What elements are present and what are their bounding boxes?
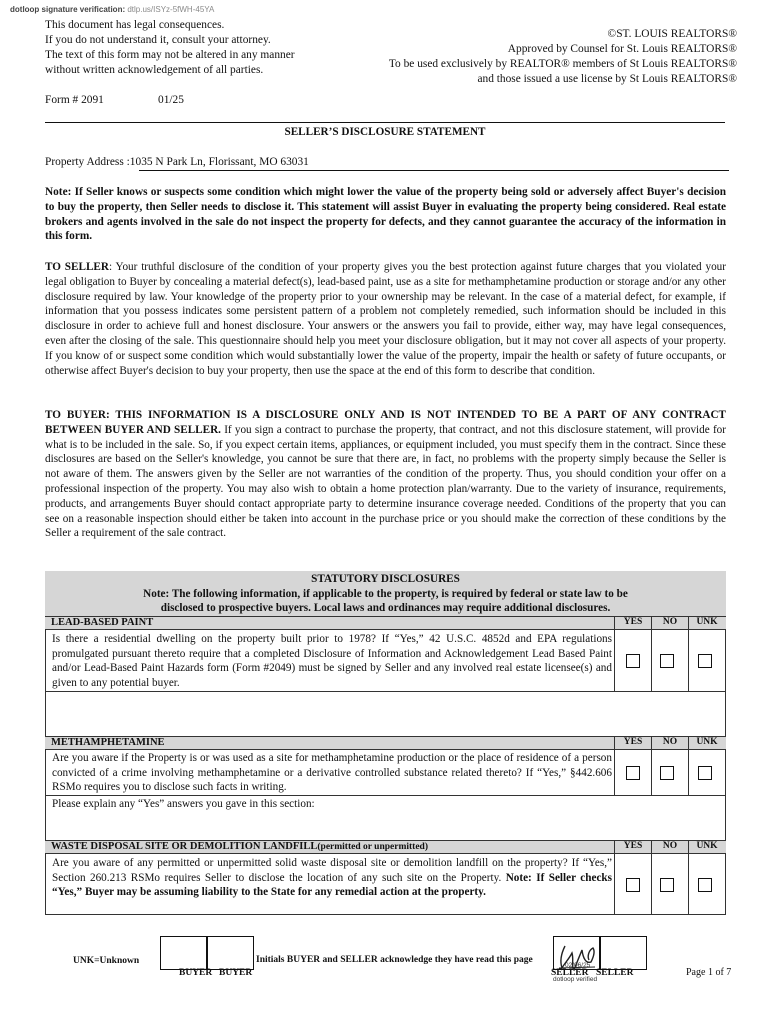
column-divider	[614, 750, 615, 795]
row-divider	[45, 795, 726, 796]
meth-explanation-area[interactable]	[46, 812, 725, 840]
waste-disposal-no-checkbox[interactable]	[660, 878, 674, 892]
form-date: 01/25	[158, 94, 184, 106]
yes-column-header: YES	[614, 616, 651, 630]
seller-initials-box-2[interactable]	[600, 936, 647, 970]
legal-warning	[45, 18, 295, 78]
to-seller-paragraph	[45, 260, 726, 378]
seller-label: SELLER	[596, 968, 634, 978]
waste-disposal-note: Note: If Seller checks “Yes,” Buyer may be assuming liability to the State for any remedial action at the property.	[52, 871, 612, 899]
unk-column-header: UNK	[688, 736, 725, 750]
property-address-underline	[139, 170, 729, 171]
dotloop-label: dotloop signature verification:	[10, 5, 126, 14]
column-divider	[651, 630, 652, 691]
property-address-row	[45, 156, 309, 168]
yes-column-header: YES	[614, 840, 651, 854]
statutory-note-line: disclosed to prospective buyers. Local laws and ordinances may require additional disclosures.	[160, 602, 611, 614]
property-address-field[interactable]: 1035 N Park Ln, Florissant, MO 63031	[129, 156, 309, 168]
column-divider	[651, 750, 652, 795]
waste-disposal-yes-checkbox[interactable]	[626, 878, 640, 892]
unk-column-header: UNK	[688, 616, 725, 630]
dotloop-verified-stamp: dotloop verified	[553, 976, 598, 983]
buyer-label: BUYER	[179, 968, 213, 978]
unknown-legend: UNK=Unknown	[73, 956, 140, 966]
meth-section-header	[45, 736, 726, 750]
seller-note-paragraph: Note: If Seller knows or suspects some condition which might lower the value of the property being sold or adversely affect Buyer's decision to buy the property, then Seller needs to disclose it. This statement will assist Buyer in evaluating the property being considered. Real estate brokers and agents involved in the sale do not inspect the property for defects, and they cannot guarantee the accuracy of the information in this form.	[45, 186, 726, 243]
to-buyer-heading: TO BUYER: THIS INFORMATION IS A DISCLOSURE ONLY AND IS NOT INTENDED TO BE A PART OF ANY CONTRACT BETWEEN BUYER AND SELLER.	[45, 409, 726, 436]
meth-unk-checkbox[interactable]	[698, 766, 712, 780]
waste-disposal-question	[52, 856, 612, 900]
statutory-note-line: Note: The following information, if applicable to the property, is required by federal or state law to be	[143, 587, 628, 600]
page-number: Page 1 of 7	[686, 967, 732, 978]
column-divider	[614, 854, 615, 915]
warning-line: without written acknowledgement of all parties.	[45, 64, 264, 76]
lead-paint-unk-checkbox[interactable]	[698, 654, 712, 668]
waste-disposal-unk-checkbox[interactable]	[698, 878, 712, 892]
meth-no-checkbox[interactable]	[660, 766, 674, 780]
no-column-header: NO	[651, 616, 688, 630]
no-column-header: NO	[651, 736, 688, 750]
no-column-header: NO	[651, 840, 688, 854]
dotloop-verification-banner	[10, 5, 214, 14]
statutory-header	[45, 571, 726, 617]
to-buyer-paragraph	[45, 408, 726, 541]
lead-paint-section-header	[45, 616, 726, 630]
buyer-label: BUYER	[219, 968, 253, 978]
to-seller-heading: TO SELLER	[45, 261, 109, 273]
waste-disposal-question-text: Are you aware of any permitted or unpermitted solid waste disposal site or demolition landfill on the property? If “Yes,” Section 260.213 RSMo requires Seller to disclose the location of any such site on the Property.	[52, 857, 612, 884]
to-seller-text: : Your truthful disclosure of the condition of your property gives you the best protection against future charges that you violated your legal obligation to Buyer by concealing a material defect(s), lead-based paint, use as a site for methamphetamine production or storage and/or any other disclosure required by law. Your knowledge of the property prior to your ownership may be relevant. In the case of a material defect, for example, if information that you possess indicates some persistent pattern of a problem not completely remedied, such information should be included in this disclosure in order to achieve full and honest disclosure. Your answers or the answers you fail to provide, either way, may have legal consequences, even after the closing of the sale. This questionnaire should help you meet your disclosure obligation, but it may not cover all aspects of your property. If you know of or suspect some condition which would substantially lower the value of the property, impair the health or safety of future occupants, or otherwise affect Buyer's decision to buy your property, then use the space at the end of this form to describe that condition.	[45, 261, 726, 377]
column-divider	[688, 630, 689, 691]
section-title-suffix: (permitted or unpermitted)	[317, 842, 429, 852]
to-buyer-text: If you sign a contract to purchase the property, that contract, and not this disclosure statement, will provide for what is to be included in the sale. So, if you expect certain items, appliances, or equipment included, you must specify them in the contract. Since these disclosures are based on the Seller's knowledge, you cannot be sure that there are, in fact, no problems with the property simply because the Seller is not aware of them. The answers given by the Seller are not warranties of the condition of the property. Thus, you should condition your offer on a professional inspection of the property. You may also wish to obtain a home protection plan/warranty. Due to the variety of insurance, requirements, products, and arrangements Buyer should contact appropriate party to determine insurance coverage needed. Conditions of the property that you can see on a reasonable inspection should either be taken into account in the purchase price or you should make the correction of these conditions by the Seller a requirement of the sale contract.	[45, 423, 726, 540]
yes-column-header: YES	[614, 736, 651, 750]
column-divider	[688, 750, 689, 795]
lead-paint-question: Is there a residential dwelling on the property built prior to 1978? If “Yes,” 42 U.S.C. 4852d and EPA regulations promulgated pursuant thereto require that a completed Disclosure of Information and Acknowledgement Lead Based Paint and/or Lead-Based Paint Hazards form (Form #2049) must be signed by Seller and any involved real estate licensee(s) and given to any potential buyer.	[52, 633, 612, 689]
document-title: SELLER’S DISCLOSURE STATEMENT	[284, 126, 486, 138]
approval-line: Approved by Counsel for St. Louis REALTORS®	[507, 43, 737, 55]
lead-paint-yes-checkbox[interactable]	[626, 654, 640, 668]
meth-explain-prompt: Please explain any “Yes” answers you gave in this section:	[52, 798, 315, 810]
usage-line: To be used exclusively by REALTOR® members of St Louis REALTORS®	[388, 58, 737, 70]
signature-date: 02/06/25	[565, 962, 591, 969]
meth-yes-checkbox[interactable]	[626, 766, 640, 780]
license-line: and those issued a use license by St Louis REALTORS®	[477, 73, 737, 85]
seller-label: SELLER	[551, 968, 589, 978]
section-title: WASTE DISPOSAL SITE OR DEMOLITION LANDFILL	[51, 841, 318, 852]
meth-question: Are you aware if the Property is or was used as a site for methamphetamine production or the place of residence of a person convicted of a crime involving methamphetamine or a derivative controlled substance related thereto? If “Yes,” §442.606 RSMo requires you to disclose such facts in writing.	[52, 752, 612, 794]
column-divider	[688, 854, 689, 915]
waste-disposal-section-header	[45, 840, 726, 854]
header-divider	[45, 122, 725, 123]
buyer-initials-box-2[interactable]	[207, 936, 254, 970]
statutory-title: STATUTORY DISCLOSURES	[311, 573, 460, 585]
lead-paint-explanation-area[interactable]	[46, 692, 725, 736]
property-address-label: Property Address :	[45, 156, 130, 168]
buyer-initials-box-1[interactable]	[160, 936, 207, 970]
copyright-line: ©ST. LOUIS REALTORS®	[607, 28, 737, 40]
dotloop-link[interactable]: dtlp.us/ISYz-5fWH-45YA	[127, 5, 215, 14]
warning-line: If you do not understand it, consult your attorney.	[45, 34, 271, 46]
warning-line: This document has legal consequences.	[45, 19, 225, 31]
warning-line: The text of this form may not be altered in any manner	[45, 49, 295, 61]
lead-paint-no-checkbox[interactable]	[660, 654, 674, 668]
initials-acknowledgement: Initials BUYER and SELLER acknowledge they have read this page	[256, 955, 533, 965]
column-divider	[614, 630, 615, 691]
form-number: Form # 2091	[45, 94, 104, 106]
copyright-block	[389, 27, 737, 87]
column-divider	[651, 854, 652, 915]
unk-column-header: UNK	[688, 840, 725, 854]
section-title: METHAMPHETAMINE	[51, 737, 165, 748]
section-title: LEAD-BASED PAINT	[51, 617, 154, 628]
